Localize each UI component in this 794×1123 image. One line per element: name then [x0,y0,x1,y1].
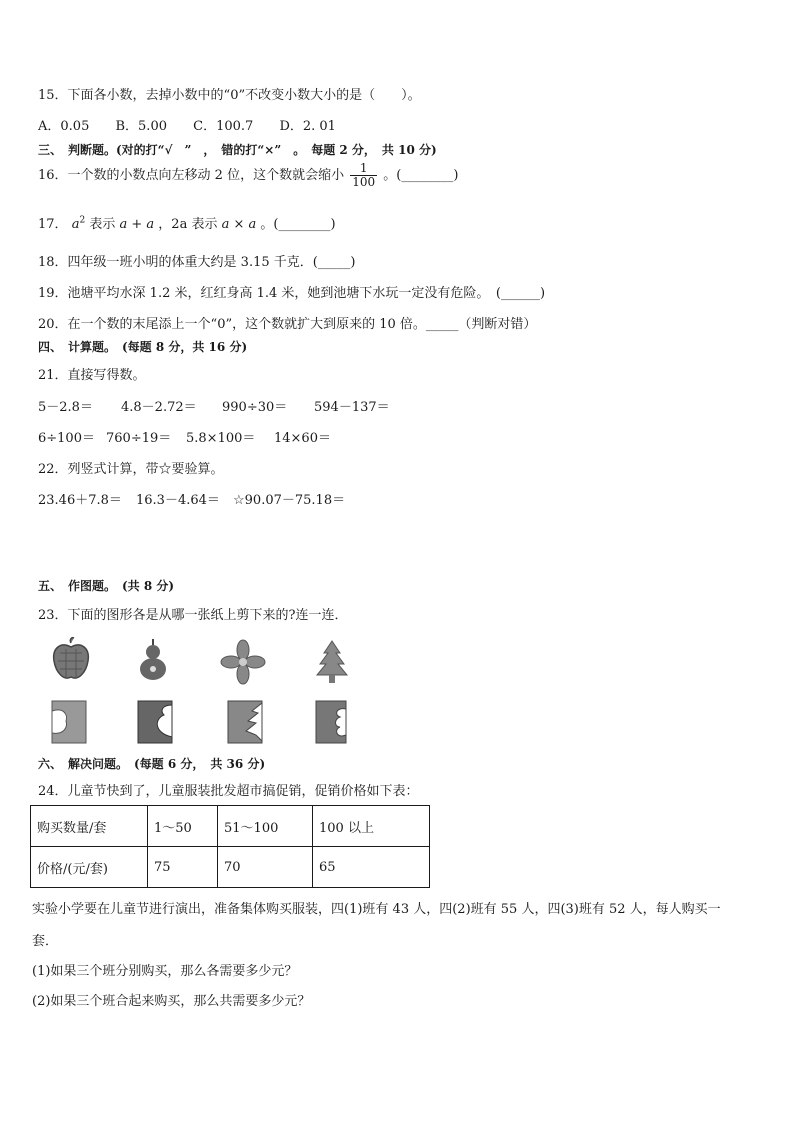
gourd-cutout-icon [128,635,178,685]
q24-sub-1: (1)如果三个班分别购买，那么各需要多少元？ [32,964,298,979]
table-cell: 价格/(元/套) [31,847,148,888]
table-row [31,847,430,888]
q22-items [38,489,346,508]
q21-item: 760÷19＝ [106,431,172,446]
q21-item: 4.8－2.72＝ [121,400,197,415]
paper-flower-hole-icon [306,697,356,747]
q16-text: 16．一个数的小数点向左移动 2 位，这个数就会缩小 [38,168,345,183]
q17-mid2: ，2a 表示 [158,217,218,232]
q17-line [38,213,336,232]
q17-mid1: 表示 [89,217,116,232]
table-cell: 65 [313,847,430,888]
q24-body-1: 实验小学要在儿童节进行演出，准备集体购买服装，四(1)班有 43 人，四(2)班有 55 人，四(3)班有 52 人，每人购买一 [32,902,721,917]
q15-option-a: A．0.05 [38,119,90,134]
q17-prefix: 17． [38,217,68,232]
q17-expr1: a + a [119,217,155,232]
table-cell: 51～100 [218,806,313,847]
table-cell: 70 [218,847,313,888]
q22-text: 22．列竖式计算，带☆要验算。 [38,462,224,477]
paper-gourd-hole-icon [132,697,182,747]
q21-item: 5.8×100＝ [186,431,256,446]
section4-heading: 四、 计算题。 (每题 8 分，共 16 分) [38,340,248,354]
q21-item: 5－2.8＝ [38,400,93,415]
q17-expr2: a × a [221,217,257,232]
q24-sub-2: (2)如果三个班合起来购买，那么共需要多少元？ [32,994,311,1009]
q15-option-c: C．100.7 [193,119,254,134]
q17-blank: 。(________) [260,217,336,232]
q23-text: 23．下面的图形各是从哪一张纸上剪下来的?连一连． [38,608,348,623]
q21-item: 14×60＝ [274,431,331,446]
q21-item: 6÷100＝ [38,431,95,446]
q24-text: 24．儿童节快到了，儿童服装批发超市搞促销，促销价格如下表： [38,784,419,799]
q20-text: 20．在一个数的末尾添上一个“0”，这个数就扩大到原来的 10 倍。_____（判断对错） [38,317,537,332]
price-table [30,805,430,888]
q15-options [38,115,336,134]
tree-cutout-icon [307,637,357,687]
q15-text: 15．下面各小数，去掉小数中的“0”不改变小数大小的是（ ）。 [38,88,421,103]
paper-tree-hole-icon [220,697,270,747]
q22-item: ☆90.07－75.18＝ [233,493,346,508]
q21-item: 990÷30＝ [222,400,288,415]
section5-heading: 五、 作图题。 (共 8 分) [38,579,175,593]
q15-option-d: D．2. 01 [279,119,336,134]
q15-option-b: B．5.00 [115,119,167,134]
q16-fraction [350,162,377,189]
q17-base: a [71,217,80,232]
q16-line [38,162,458,189]
q16-denominator: 100 [352,175,376,189]
q19-text: 19．池塘平均水深 1.2 米，红红身高 1.4 米，她到池塘下水玩一定没有危险。 (______) [38,286,546,301]
table-cell: 100 以上 [313,806,430,847]
table-cell: 购买数量/套 [31,806,148,847]
table-cell: 1～50 [148,806,218,847]
flower-cutout-icon [218,637,268,687]
q18-text: 18．四年级一班小明的体重大约是 3.15 千克．(_____) [38,255,356,270]
q21-item: 594－137＝ [314,400,390,415]
q16-blank: 。(________) [383,168,459,183]
q17-exponent: 2 [79,215,86,226]
q21-row2 [38,427,331,446]
table-cell: 75 [148,847,218,888]
q21-row1 [38,396,390,415]
paper-apple-hole-icon [44,697,94,747]
q21-text: 21．直接写得数。 [38,368,146,383]
section3-heading: 三、 判断题。(对的打“√ ” ， 错的打“×” 。 每题 2 分， 共 10 分) [38,143,437,157]
q22-item: 23.46＋7.8＝ [38,493,122,508]
q24-body-2: 套． [32,934,59,949]
table-row [31,806,430,847]
q22-item: 16.3－4.64＝ [136,493,220,508]
apple-cutout-icon [46,635,96,685]
section6-heading: 六、 解决问题。 (每题 6 分， 共 36 分) [38,757,266,771]
q16-numerator: 1 [350,162,377,176]
